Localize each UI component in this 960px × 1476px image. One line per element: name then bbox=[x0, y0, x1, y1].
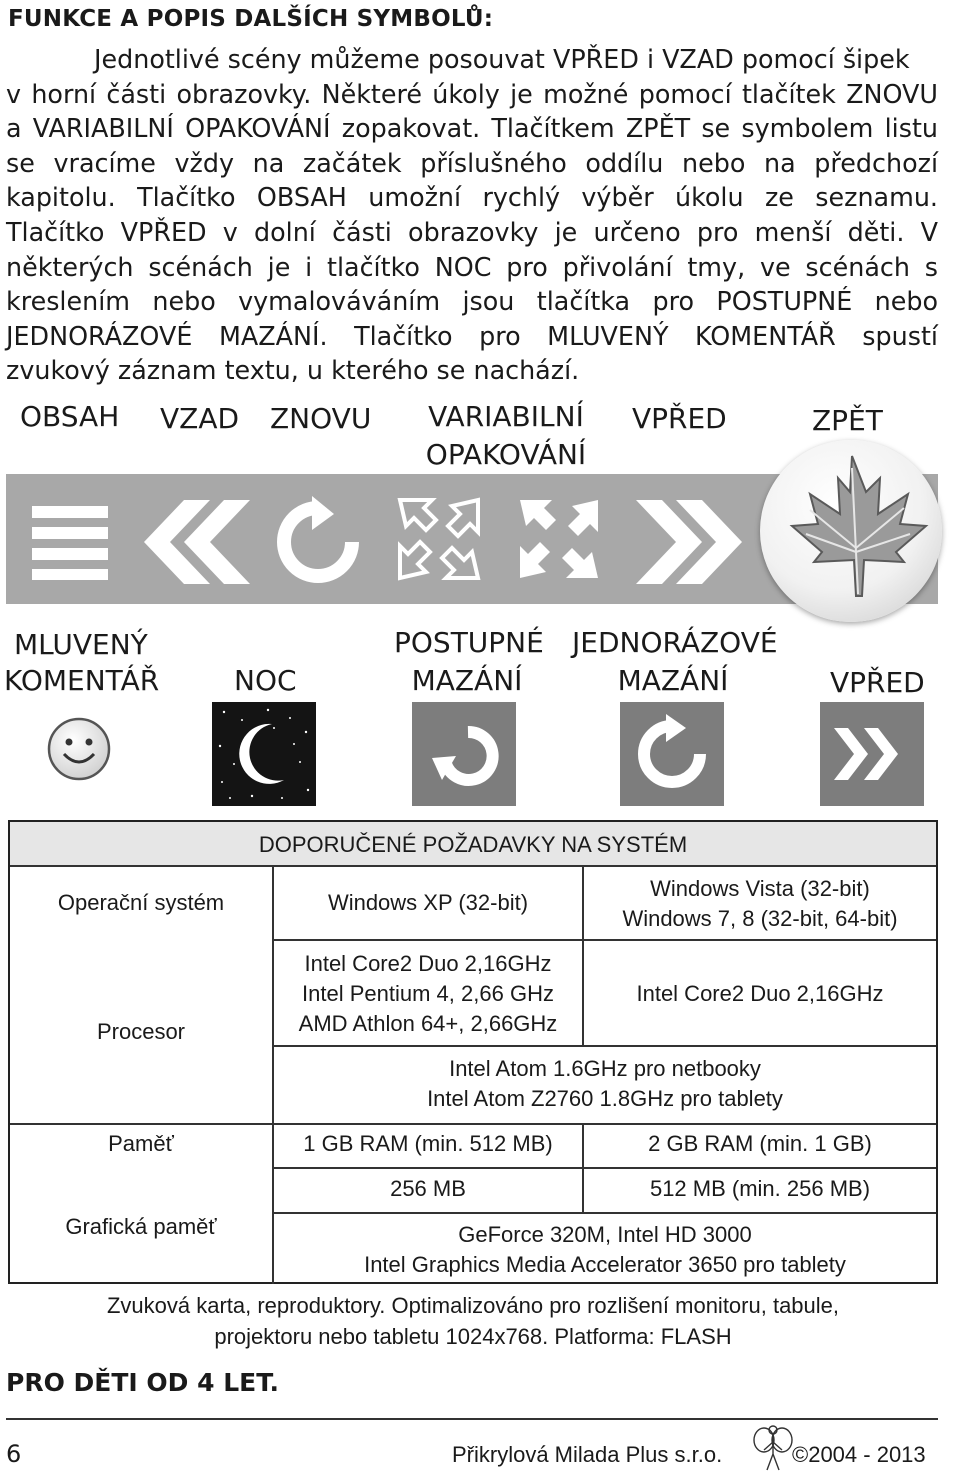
label-postupne-2: MAZÁNÍ bbox=[411, 664, 523, 697]
intro-paragraph bbox=[6, 42, 938, 388]
cpu-label: Procesor bbox=[96, 1019, 186, 1044]
table-header: DOPORUČENÉ POŽADAVKY NA SYSTÉM bbox=[258, 832, 688, 857]
double-chevron-right-icon[interactable] bbox=[632, 496, 750, 588]
label-mluveny-1: MLUVENÝ bbox=[14, 628, 148, 661]
cpu-min-1: Intel Core2 Duo 2,16GHz bbox=[304, 951, 552, 976]
cpu-min-2: Intel Pentium 4, 2,66 GHz bbox=[302, 981, 554, 1006]
footer-rule bbox=[6, 1418, 938, 1420]
table-line bbox=[272, 939, 936, 941]
shuffle-arrows-icon[interactable] bbox=[394, 494, 484, 584]
gpu-min: 256 MB bbox=[390, 1176, 466, 1201]
gpu-rec: 512 MB (min. 256 MB) bbox=[649, 1176, 871, 1201]
os-label: Operační systém bbox=[57, 890, 225, 915]
cpu-shared-1: Intel Atom 1.6GHz pro netbooky bbox=[449, 1056, 761, 1081]
ram-label: Paměť bbox=[108, 1131, 174, 1156]
maple-leaf-icon[interactable] bbox=[770, 448, 934, 614]
refresh-icon[interactable] bbox=[272, 494, 364, 586]
table-line bbox=[272, 1167, 936, 1169]
label-jednorazove-2: MAZÁNÍ bbox=[617, 664, 729, 697]
intro-first-line: Jednotlivé scény můžeme posouvat VPŘED i VZAD pomocí šipek bbox=[94, 44, 910, 74]
label-variabilni-1: VARIABILNÍ bbox=[428, 400, 584, 433]
ram-min: 1 GB RAM (min. 512 MB) bbox=[303, 1131, 553, 1156]
double-chevron-left-icon[interactable] bbox=[136, 496, 254, 588]
table-line bbox=[272, 1212, 936, 1214]
label-postupne-1: POSTUPNÉ bbox=[394, 626, 544, 659]
table-line bbox=[10, 865, 936, 867]
label-variabilni-2: OPAKOVÁNÍ bbox=[425, 438, 587, 471]
table-line bbox=[10, 1123, 936, 1125]
label-jednorazove-1: JEDNORÁZOVÉ bbox=[572, 626, 778, 659]
fairy-icon bbox=[752, 1420, 794, 1476]
ram-rec: 2 GB RAM (min. 1 GB) bbox=[648, 1131, 872, 1156]
system-requirements-table bbox=[8, 820, 938, 1284]
intro-text: v horní části obrazovky. Některé úkoly je možné pomocí tlačítek ZNOVU a VARIABILNÍ OPAKOVÁNÍ zopakovat. Tlačítkem ZPĚT se symbolem listu se vracíme vždy na začátek příslušného oddílu nebo na předchozí kapitolu. Tlačítko OBSAH umožní rychlý výběr úkolu ze seznamu. Tlačítko VPŘED v dolní části obrazovky je určeno pro menší děti. V některých scénách je i tlačítko NOC pro přivolání tmy, ve scénách s kreslením nebo vymalováváním jsou tlačítka pro POSTUPNÉ nebo JEDNORÁZOVÉ MAZÁNÍ. Tlačítko pro MLUVENÝ KOMENTÁŘ spustí zvukový záznam textu, u kterého se nachází. bbox=[6, 78, 938, 386]
page-heading: FUNKCE A POPIS DALŠÍCH SYMBOLŮ: bbox=[8, 6, 494, 32]
label-mluveny-2: KOMENTÁŘ bbox=[4, 664, 160, 697]
shuffle-arrows-filled-icon[interactable] bbox=[514, 494, 604, 584]
label-znovu: ZNOVU bbox=[270, 402, 372, 435]
page-number: 6 bbox=[6, 1440, 22, 1468]
refresh-icon[interactable] bbox=[620, 702, 724, 806]
cpu-rec: Intel Core2 Duo 2,16GHz bbox=[636, 981, 884, 1006]
footnote-line-1: Zvuková karta, reproduktory. Optimalizováno pro rozlišení monitoru, tabule, bbox=[106, 1293, 840, 1318]
gpu-shared-2: Intel Graphics Media Accelerator 3650 pro tablety bbox=[364, 1252, 846, 1277]
os-rec-1: Windows Vista (32-bit) bbox=[650, 876, 870, 901]
copyright: ©2004 - 2013 bbox=[792, 1442, 926, 1467]
moon-icon[interactable] bbox=[212, 702, 316, 806]
gpu-shared-1: GeForce 320M, Intel HD 3000 bbox=[458, 1222, 752, 1247]
os-min: Windows XP (32-bit) bbox=[327, 890, 529, 915]
table-line bbox=[272, 1045, 936, 1047]
label-vpred-top: VPŘED bbox=[632, 402, 727, 435]
label-vpred-bottom: VPŘED bbox=[830, 666, 925, 699]
cpu-min-3: AMD Athlon 64+, 2,66GHz bbox=[298, 1011, 558, 1036]
age-note: PRO DĚTI OD 4 LET. bbox=[6, 1368, 279, 1397]
label-vzad: VZAD bbox=[160, 402, 240, 435]
double-chevron-right-icon[interactable] bbox=[820, 702, 924, 806]
gpu-label: Grafická paměť bbox=[65, 1214, 217, 1239]
label-obsah: OBSAH bbox=[20, 400, 120, 433]
footnote-line-2: projektoru nebo tabletu 1024x768. Platforma: FLASH bbox=[214, 1324, 732, 1349]
publisher-name: Přikrylová Milada Plus s.r.o. bbox=[452, 1442, 723, 1467]
footnote bbox=[8, 1290, 938, 1352]
list-icon[interactable] bbox=[28, 500, 112, 580]
label-noc: NOC bbox=[234, 664, 297, 697]
os-rec-2: Windows 7, 8 (32-bit, 64-bit) bbox=[622, 906, 898, 931]
smiley-icon[interactable] bbox=[46, 716, 112, 782]
label-zpet: ZPĚT bbox=[812, 404, 883, 437]
undo-arc-icon[interactable] bbox=[412, 702, 516, 806]
cpu-shared-2: Intel Atom Z2760 1.8GHz pro tablety bbox=[427, 1086, 783, 1111]
